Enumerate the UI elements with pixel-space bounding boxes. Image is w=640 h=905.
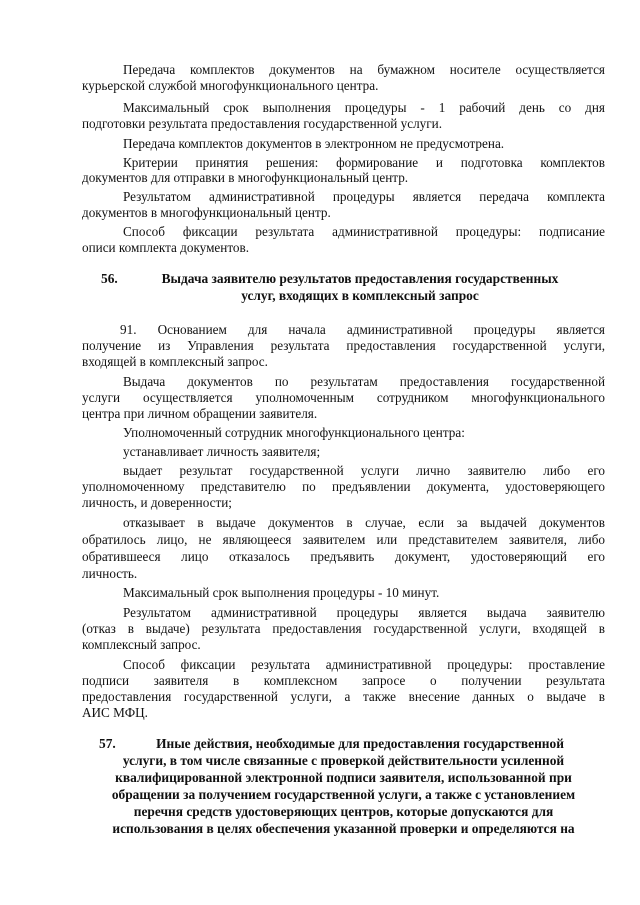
text-line: 91. Основанием для начала административной процедуры является — [120, 322, 605, 337]
text-line: обратившееся лицо отказалось предъявить документ, удостоверяющий его — [82, 549, 605, 564]
text-line: входящей в комплексный запрос. — [82, 354, 268, 369]
text-line: отказывает в выдаче документов в случае, если за выдачей документов — [123, 515, 605, 530]
text-line: описи комплекта документов. — [82, 240, 250, 255]
text-line: Результатом административной процедуры является передача комплекта — [123, 189, 605, 204]
text-line: предоставления государственной услуги, а также внесение данных о выдаче в — [82, 689, 605, 704]
text-line: Уполномоченный сотрудник многофункционального центра: — [123, 425, 465, 440]
text-line: подготовки результата предоставления государственной услуги. — [82, 116, 443, 131]
section-title: перечня средств удостоверяющих центров, которые допускаются для — [133, 804, 554, 819]
text-line: выдает результат государственной услуги лично заявителю либо его — [123, 463, 605, 478]
text-line: комплексный запрос. — [82, 637, 201, 652]
text-line: курьерской службой многофункционального центра. — [82, 78, 379, 93]
text-line: Способ фиксации результата административной процедуры: подписание — [123, 224, 605, 239]
section-title: использования в целях обеспечения указанной проверки и определяются на — [112, 821, 575, 836]
text-line: услуги осуществляется уполномоченным сотрудником многофункционального — [82, 390, 605, 405]
text-line: личность, и доверенности; — [82, 495, 232, 510]
section-number: 57. — [99, 736, 116, 751]
text-line: обратилось лицо, не являющееся заявителем или представителем заявителя, либо — [82, 532, 605, 547]
text-line: Передача комплектов документов в электронном не предусмотрена. — [123, 136, 505, 151]
text-line: (отказ в выдаче) результата предоставления государственной услуги, входящей в — [82, 621, 605, 636]
text-line: устанавливает личность заявителя; — [123, 444, 321, 459]
section-title: услуги, в том числе связанные с проверкой действительности усиленной — [122, 753, 565, 768]
text-line: центра при личном обращении заявителя. — [82, 406, 318, 421]
section-number: 56. — [101, 271, 118, 286]
text-line: Передача комплектов документов на бумажном носителе осуществляется — [123, 62, 605, 77]
section-title: услуг, входящих в комплексный запрос — [241, 288, 479, 303]
section-title: Выдача заявителю результатов предоставления государственных — [161, 271, 559, 286]
text-line: Результатом административной процедуры является выдача заявителю — [123, 605, 605, 620]
text-line: уполномоченному представителю по предъявлении документа, удостоверяющего — [82, 479, 605, 494]
text-line: Критерии принятия решения: формирование и подготовка комплектов — [123, 155, 605, 170]
text-line: получение из Управления результата предоставления государственной услуги, — [82, 338, 605, 353]
text-line: документов для отправки в многофункциональный центр. — [82, 170, 409, 185]
section-title: обращении за получением государственной услуги, а также с установлением — [111, 787, 576, 802]
section-title: квалифицированной электронной подписи заявителя, использованной при — [115, 770, 572, 785]
section-title: Иные действия, необходимые для предоставления государственной — [156, 736, 564, 751]
text-line: Способ фиксации результата административной процедуры: проставление — [123, 657, 605, 672]
text-line: АИС МФЦ. — [82, 705, 148, 720]
text-line: подписи заявителя в комплексном запросе о получении результата — [82, 673, 605, 688]
text-line: Максимальный срок выполнения процедуры - 10 минут. — [123, 585, 440, 600]
text-line: Максимальный срок выполнения процедуры - 1 рабочий день со дня — [123, 100, 605, 115]
text-line: личность. — [82, 566, 138, 581]
text-line: документов в многофункциональный центр. — [82, 205, 331, 220]
text-line: Выдача документов по результатам предоставления государственной — [123, 374, 605, 389]
